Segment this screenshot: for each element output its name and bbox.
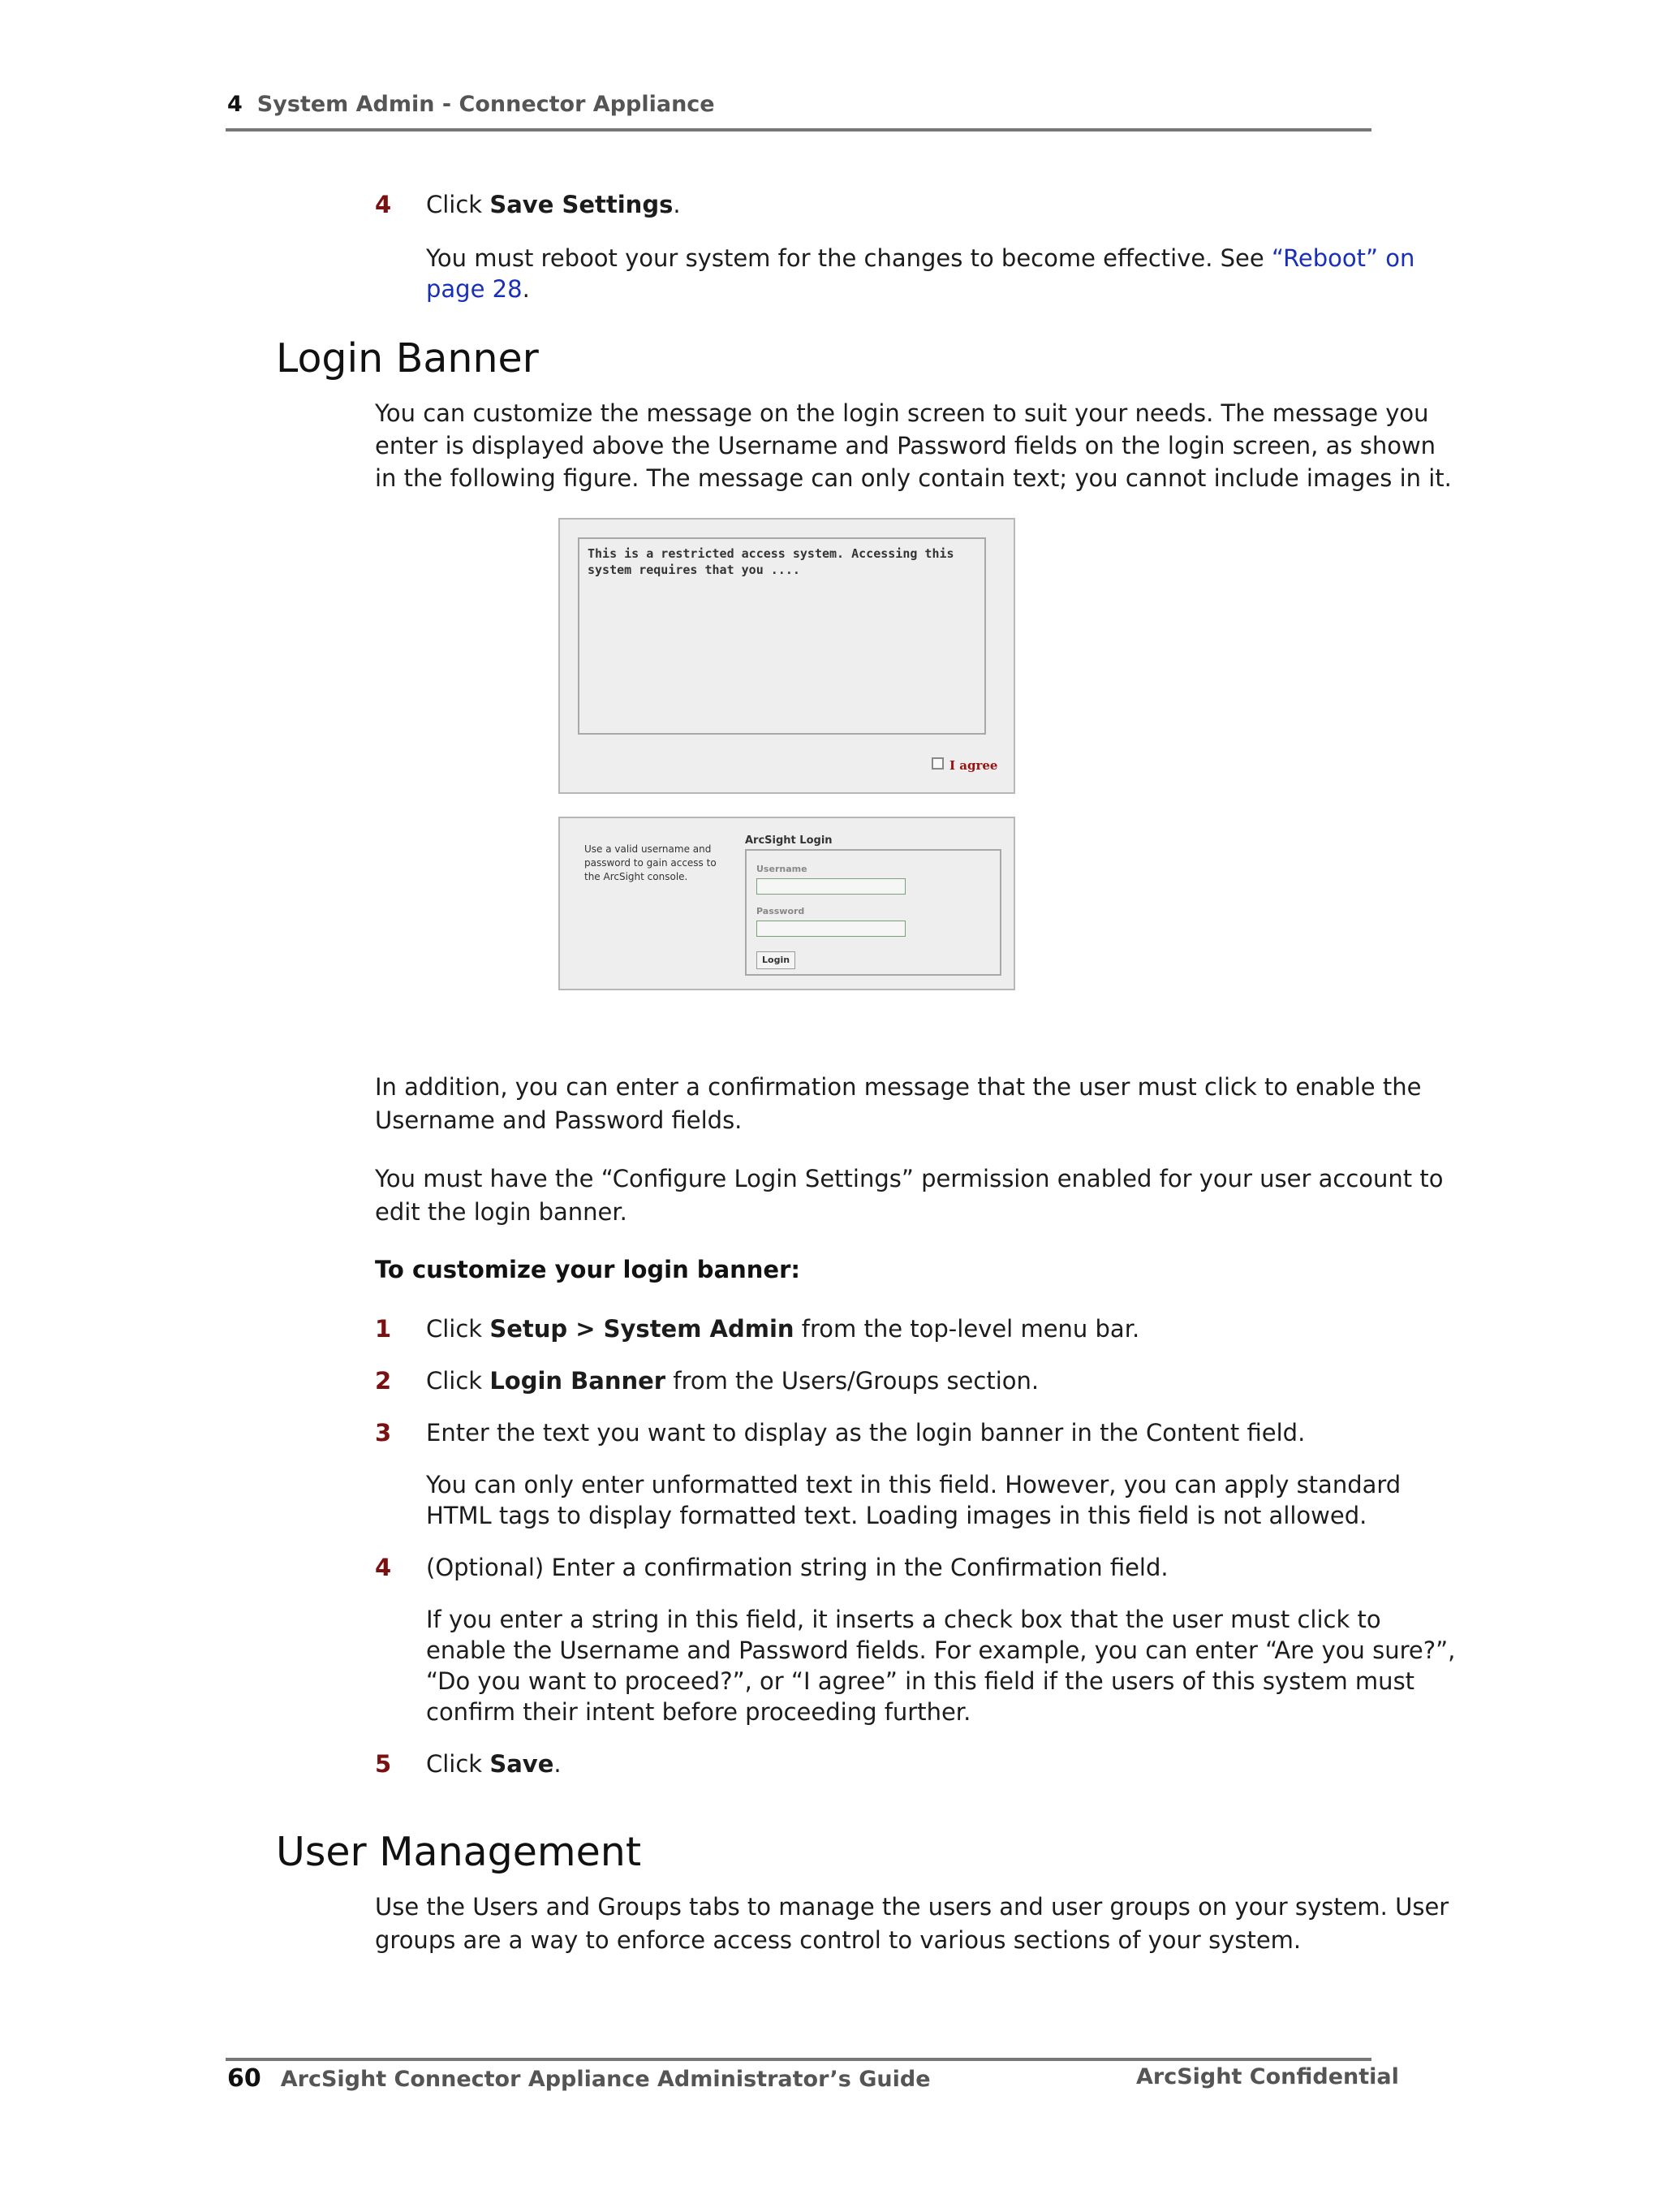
step-bold: Save Settings xyxy=(489,191,674,218)
login-help-line2: password to gain access to xyxy=(584,857,717,869)
reboot-link[interactable]: “Reboot” on xyxy=(1271,244,1415,272)
login-banner-para1-line2: enter is displayed above the Username and Password fields on the login screen, as shown xyxy=(375,432,1436,459)
step4-number: 4 xyxy=(375,1554,392,1581)
reboot-page-link[interactable]: page 28 xyxy=(426,275,523,303)
chapter-number: 4 xyxy=(227,92,243,117)
login-panel-title: ArcSight Login xyxy=(745,834,833,847)
step1-text xyxy=(426,1313,1139,1344)
step2-pre: Click xyxy=(426,1367,490,1395)
login-banner-para1-line3: in the following figure. The message can only contain text; you cannot include images in it. xyxy=(375,464,1452,492)
step5-text xyxy=(426,1748,562,1779)
step2-number: 2 xyxy=(375,1367,392,1395)
agree-label: I agree xyxy=(949,758,998,773)
step5-post: . xyxy=(553,1750,562,1778)
reboot-note xyxy=(426,243,1414,274)
banner-message-line1: This is a restricted access system. Accessing this xyxy=(588,546,954,561)
step2-post: from the Users/Groups section. xyxy=(665,1367,1040,1395)
login-banner-heading: Login Banner xyxy=(276,335,539,382)
reboot-note-text: You must reboot your system for the changes to become effective. See xyxy=(426,244,1272,272)
login-screenshot xyxy=(558,817,1015,990)
user-management-para-line2: groups are a way to enforce access control to various sections of your system. xyxy=(375,1926,1302,1954)
step1-pre: Click xyxy=(426,1315,490,1343)
header-rule xyxy=(226,128,1371,132)
step5-number: 5 xyxy=(375,1750,392,1778)
banner-message-line2: system requires that you .... xyxy=(588,563,800,577)
procedure-title: To customize your login banner: xyxy=(375,1256,800,1283)
step-prefix: Click xyxy=(426,191,490,218)
footer-left xyxy=(227,2064,931,2093)
banner-message-box xyxy=(578,537,986,735)
step1-post: from the top-level menu bar. xyxy=(794,1315,1140,1343)
step3-number: 3 xyxy=(375,1419,392,1447)
chapter-title: System Admin - Connector Appliance xyxy=(256,92,715,117)
page-number: 60 xyxy=(227,2064,261,2093)
login-help-text xyxy=(584,843,738,884)
reboot-note-end: . xyxy=(522,275,530,303)
login-banner-para2-line2: Username and Password fields. xyxy=(375,1106,743,1134)
step-number: 4 xyxy=(375,191,392,218)
username-field[interactable] xyxy=(756,878,906,895)
step3-note-line1: You can only enter unformatted text in this field. However, you can apply standard xyxy=(426,1471,1402,1498)
footer-confidential: ArcSight Confidential xyxy=(1136,2064,1399,2089)
step4-note-line2: enable the Username and Password fields. For example, you can enter “Are you sure?”, xyxy=(426,1636,1456,1664)
step4-note-line4: confirm their intent before proceeding further. xyxy=(426,1698,971,1726)
password-label: Password xyxy=(756,906,805,916)
step-suffix: . xyxy=(673,191,681,218)
step1-number: 1 xyxy=(375,1315,392,1343)
login-banner-para1-line1: You can customize the message on the login screen to suit your needs. The message you xyxy=(375,399,1429,427)
banner-screenshot xyxy=(558,518,1015,794)
reboot-note-line2 xyxy=(426,274,530,304)
user-management-para-line1: Use the Users and Groups tabs to manage the users and user groups on your system. User xyxy=(375,1893,1449,1921)
step3-text: Enter the text you want to display as the login banner in the Content field. xyxy=(426,1419,1306,1447)
login-button[interactable]: Login xyxy=(756,951,795,969)
login-panel xyxy=(745,849,1001,976)
step-text xyxy=(426,189,681,220)
user-management-heading: User Management xyxy=(276,1829,642,1875)
step3-note-line2: HTML tags to display formatted text. Loading images in this field is not allowed. xyxy=(426,1502,1367,1529)
login-banner-para3-line1: You must have the “Configure Login Settings” permission enabled for your user account to xyxy=(375,1165,1444,1192)
step5-bold: Save xyxy=(489,1750,554,1778)
login-help-line3: the ArcSight console. xyxy=(584,871,688,882)
agree-checkbox[interactable] xyxy=(932,757,944,770)
login-banner-para2-line1: In addition, you can enter a confirmation message that the user must click to enable the xyxy=(375,1073,1422,1101)
running-header xyxy=(227,92,715,117)
step2-text xyxy=(426,1365,1039,1396)
guide-title: ArcSight Connector Appliance Administrator’s Guide xyxy=(280,2067,931,2092)
login-banner-para3-line2: edit the login banner. xyxy=(375,1198,627,1226)
step1-bold: Setup > System Admin xyxy=(489,1315,794,1343)
footer-rule xyxy=(226,2058,1371,2061)
password-field[interactable] xyxy=(756,921,906,937)
step4-text: (Optional) Enter a confirmation string in the Confirmation field. xyxy=(426,1554,1169,1581)
step2-bold: Login Banner xyxy=(489,1367,666,1395)
step4-note-line1: If you enter a string in this field, it inserts a check box that the user must click to xyxy=(426,1606,1381,1633)
login-help-line1: Use a valid username and xyxy=(584,843,712,855)
step5-pre: Click xyxy=(426,1750,490,1778)
step4-note-line3: “Do you want to proceed?”, or “I agree” in this field if the users of this system must xyxy=(426,1667,1415,1695)
username-label: Username xyxy=(756,864,807,874)
